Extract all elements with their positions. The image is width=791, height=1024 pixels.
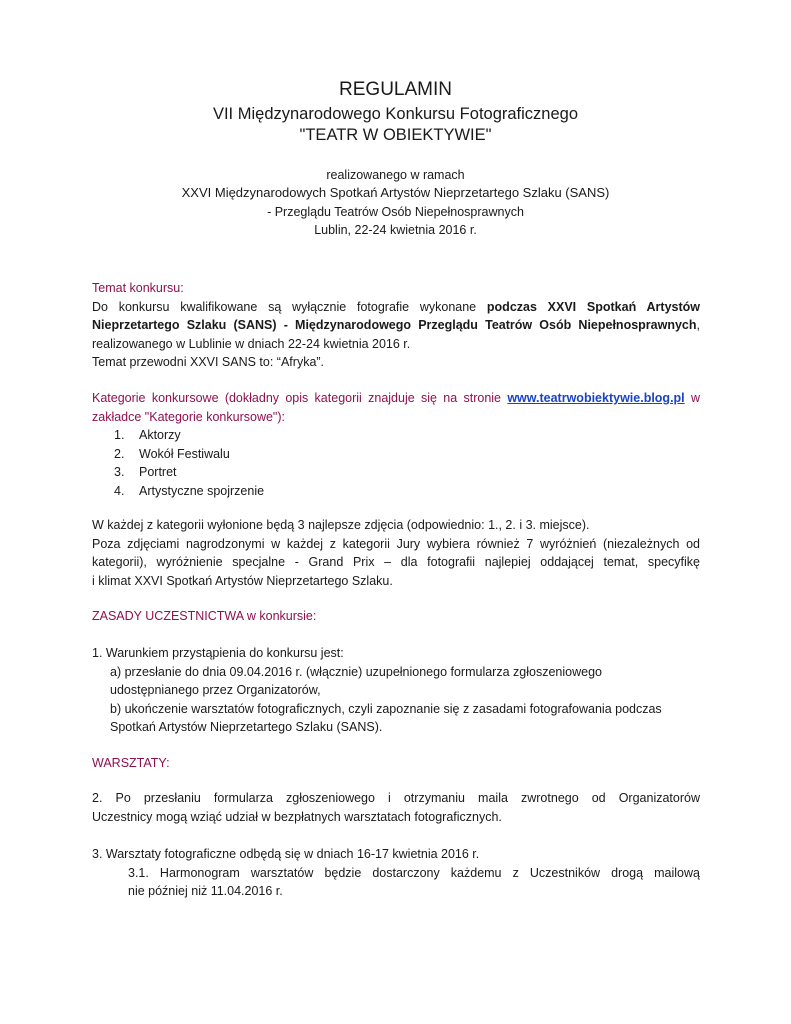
list-number: 2.	[114, 446, 125, 461]
theme-text: Do konkursu kwalifikowane są wyłącznie fotografie wykonane	[92, 299, 477, 314]
list-number: 1.	[114, 428, 125, 442]
categories-section	[92, 389, 700, 500]
theme-line-2	[92, 316, 700, 335]
contest-name: "TEATR W OBIEKTYWIE"	[299, 126, 492, 144]
review-name: - Przeglądu Teatrów Osób Niepełnosprawnych	[267, 205, 524, 219]
awards-section	[92, 516, 700, 590]
rules-heading: ZASADY UCZESTNICTWA w konkursie:	[92, 609, 317, 623]
awards-para-2-line-2: kategorii), wyróżnienie specjalne - Grand Prix – dla fotografii najlepiej oddającej temat, specyfikę	[92, 555, 700, 569]
workshops-item-2-line-1: 2. Po przesłaniu formularza zgłoszeniowego i otrzymaniu maila zwrotnego od Organizatorów	[92, 791, 700, 805]
theme-line-3: realizowanego w Lublinie w dniach 22-24 kwietnia 2016 r.	[92, 336, 411, 351]
rules-item-1: 1. Warunkiem przystąpienia do konkursu jest:	[92, 646, 344, 660]
theme-line-1	[92, 298, 700, 317]
workshops-item-31-line-2: nie później niż 11.04.2016 r.	[128, 884, 283, 898]
category-label: Portret	[139, 465, 177, 479]
theme-emphasis: podczas XXVI Spotkań Artystów	[486, 299, 700, 314]
categories-heading-text: Kategorie konkursowe (dokładny opis kategorii znajduje się na stronie	[92, 391, 501, 405]
list-item	[92, 482, 700, 501]
workshops-item-2-line-2: Uczestnicy mogą wziąć udział w bezpłatnych warsztatach fotograficznych.	[92, 809, 502, 824]
awards-para-2-line-1: Poza zdjęciami nagrodzonymi w każdej z kategorii Jury wybiera również 7 wyróżnień (niezależnych od	[92, 536, 700, 551]
list-item	[92, 426, 700, 445]
document-subtitle: VII Międzynarodowego Konkursu Fotograficznego	[212, 105, 579, 123]
awards-para-2-line-3: i klimat XXVI Spotkań Artystów Nieprzetartego Szlaku.	[92, 573, 393, 588]
rules-item-a-line-1: a) przesłanie do dnia 09.04.2016 r. (włącznie) uzupełnionego formularza zgłoszeniowego	[110, 664, 602, 679]
categories-heading-line2: zakładce "Kategorie konkursowe"):	[92, 409, 285, 424]
list-item	[92, 463, 700, 482]
document-title: REGULAMIN	[339, 79, 452, 100]
categories-heading-w: w	[684, 391, 700, 405]
event-name: XXVI Międzynarodowych Spotkań Artystów Nieprzetartego Szlaku (SANS)	[181, 185, 610, 200]
workshops-item-31-line-1: 3.1. Harmonogram warsztatów będzie dostarczony każdemu z Uczestników drogą mailową	[128, 865, 700, 880]
theme-emphasis-2: Nieprzetartego Szlaku (SANS) - Międzynarodowego Przeglądu Teatrów Osób Niepełnosprawnych	[92, 318, 697, 332]
list-item	[92, 445, 700, 464]
theme-section	[92, 279, 700, 372]
rules-section	[92, 607, 700, 626]
theme-motto: Temat przewodni XXVI SANS to: “Afryka”.	[92, 355, 325, 369]
workshops-item-2	[92, 789, 700, 826]
blog-link[interactable]: www.teatrwobiektywie.blog.pl	[507, 391, 685, 405]
category-label: Artystyczne spojrzenie	[139, 483, 265, 498]
theme-comma: ,	[696, 318, 700, 332]
rules-item-b-line-2: Spotkań Artystów Nieprzetartego Szlaku (SANS).	[110, 720, 383, 734]
awards-para-1: W każdej z kategorii wyłonione będą 3 najlepsze zdjęcia (odpowiednio: 1., 2. i 3. miejsce).	[92, 518, 590, 532]
workshops-heading: WARSZTATY:	[92, 756, 170, 770]
workshops-item-3-text: 3. Warsztaty fotograficzne odbędą się w dniach 16-17 kwietnia 2016 r.	[92, 847, 480, 861]
category-list	[92, 426, 700, 500]
list-number: 4.	[114, 483, 125, 498]
theme-heading: Temat konkursu:	[92, 281, 184, 295]
category-label: Wokół Festiwalu	[139, 446, 230, 461]
workshops-section	[92, 754, 700, 773]
rules-body	[92, 644, 700, 737]
workshops-item-3	[92, 845, 700, 901]
rules-item-a-line-2: udostępnianego przez Organizatorów,	[110, 683, 321, 697]
list-number: 3.	[114, 465, 125, 479]
rules-item-b-line-1: b) ukończenie warsztatów fotograficznych, czyli zapoznanie się z zasadami fotografowania podczas	[110, 701, 662, 716]
category-label: Aktorzy	[139, 428, 181, 442]
realized-in-text: realizowanego w ramach	[326, 168, 465, 182]
categories-heading	[92, 389, 700, 408]
place-date: Lublin, 22-24 kwietnia 2016 r.	[314, 223, 477, 237]
